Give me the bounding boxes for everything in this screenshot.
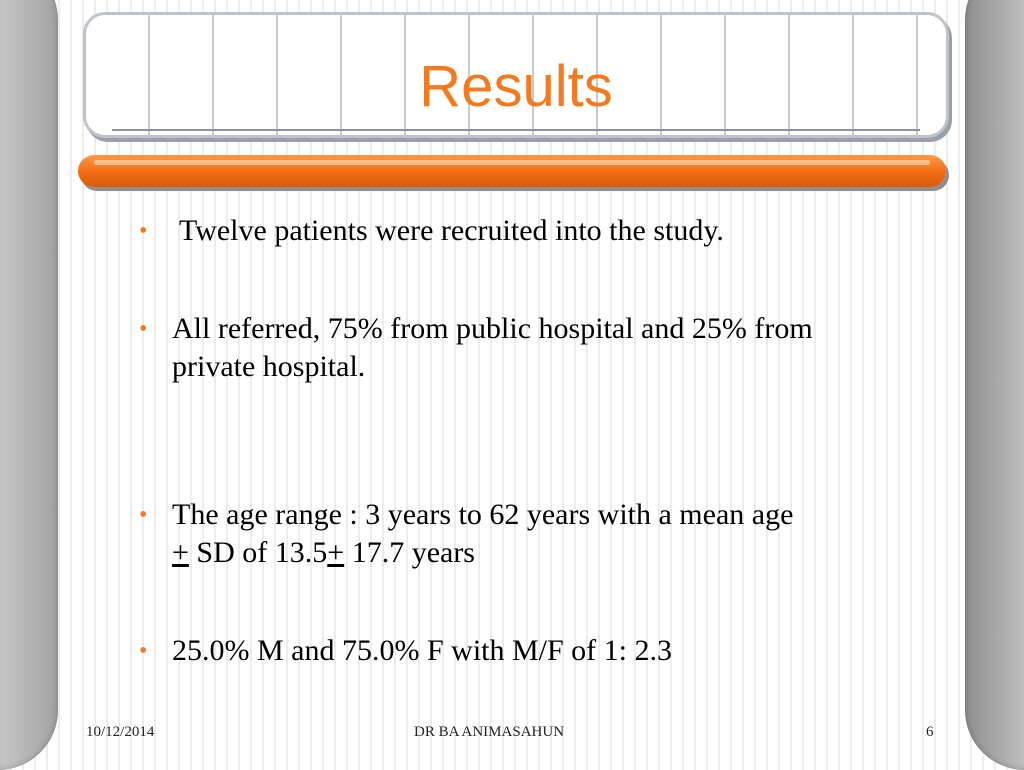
title-frame <box>83 12 949 138</box>
bullet-text <box>172 496 950 572</box>
bullet-text-end: 17.7 years <box>344 536 475 569</box>
plus-minus-symbol: + <box>172 536 189 569</box>
bullet-text-middle: SD of 13.5 <box>188 536 328 569</box>
footer-author: DR BA ANIMASAHUN <box>414 724 565 740</box>
bullet-text: All referred, 75% from public hospital and 25% from private hospital. <box>172 312 813 383</box>
bullet-text: 25.0% M and 75.0% F with M/F of 1: 2.3 <box>172 634 673 667</box>
bullet-dot-icon: • <box>139 316 148 342</box>
slide-title: Results <box>419 54 613 119</box>
left-decorative-pill <box>0 0 58 770</box>
footer-page-number: 6 <box>926 724 934 740</box>
bullet-dot-icon: • <box>139 638 148 664</box>
right-decorative-pill <box>965 0 1024 770</box>
orange-bar-highlight <box>94 160 930 165</box>
bullet-text: Twelve patients were recruited into the study. <box>172 214 724 247</box>
bullet-text-line1: The age range : 3 years to 62 years with a mean age <box>172 498 794 531</box>
bullet-dot-icon: • <box>139 502 148 528</box>
orange-divider-bar <box>78 155 946 187</box>
footer-date: 10/12/2014 <box>86 724 155 740</box>
bullet-dot-icon: • <box>139 218 148 244</box>
plus-minus-symbol: + <box>327 536 345 569</box>
title-frame-underline <box>112 129 920 131</box>
